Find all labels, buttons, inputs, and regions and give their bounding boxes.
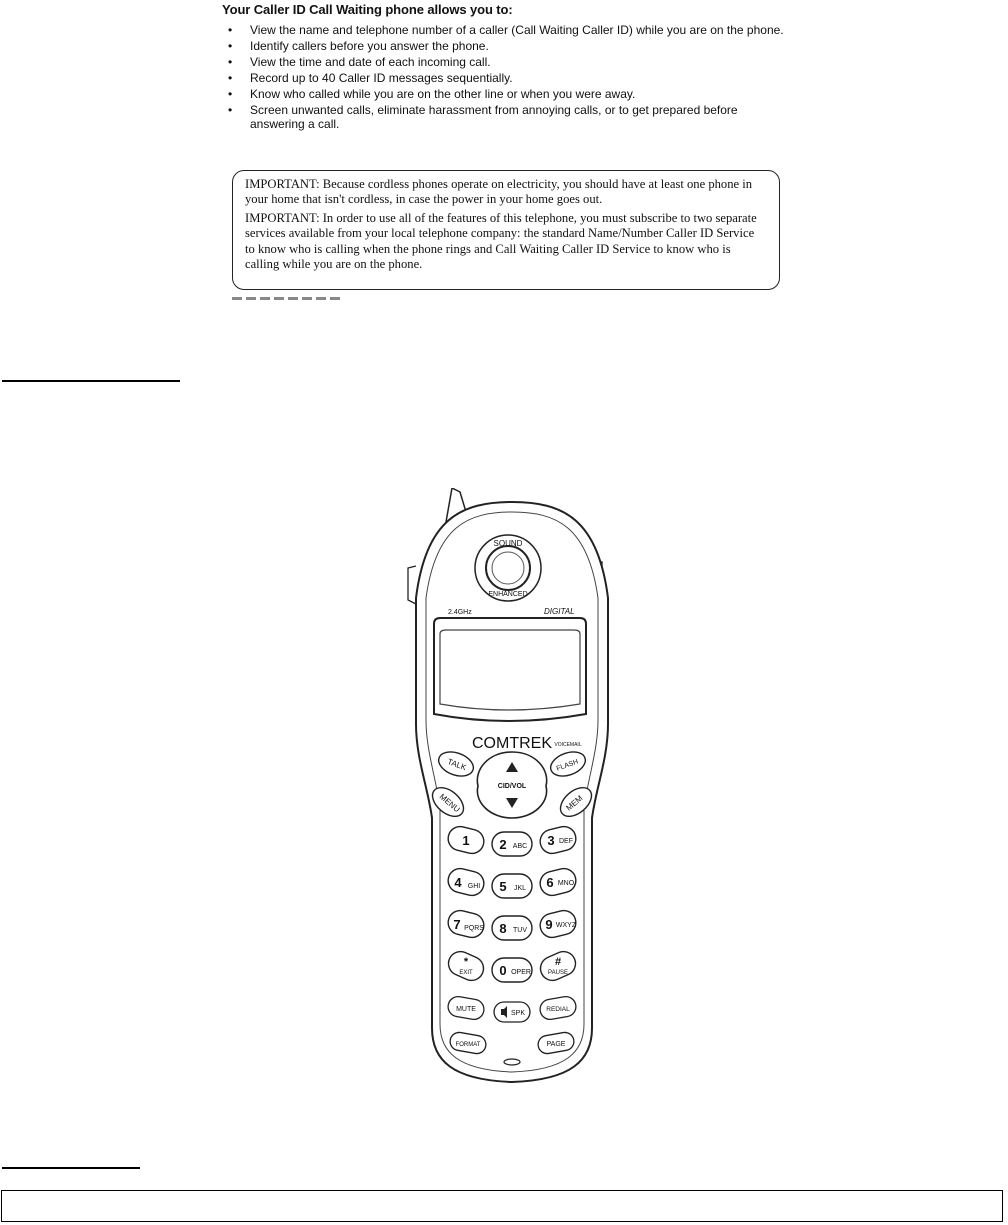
talk-label: TALK	[446, 757, 468, 773]
digital-label: DIGITAL	[544, 607, 575, 616]
section-heading-underline	[2, 1167, 140, 1169]
list-item	[220, 23, 790, 37]
key-8-digit: 8	[499, 921, 507, 936]
spk-label: SPK	[510, 1010, 526, 1017]
keypad-key-5[interactable]	[492, 874, 532, 898]
list-item	[220, 55, 790, 69]
key-star-digit: *	[463, 956, 469, 968]
speaker-label-bottom: ENHANCED	[488, 591, 528, 598]
brand-logo: COMTREK	[472, 735, 552, 752]
key-4-digit: 4	[454, 875, 462, 890]
key-0-letters: OPER	[511, 969, 531, 976]
voicemail-label: VOICEMAIL	[554, 742, 582, 748]
mute-label: MUTE	[456, 1006, 476, 1013]
list-item-text: Know who called while you are on the other line or when you were away.	[250, 87, 636, 101]
key-6-digit: 6	[546, 875, 554, 890]
key-2-letters: ABC	[512, 843, 528, 850]
list-item	[220, 39, 790, 53]
cordless-phone-illustration	[404, 488, 620, 1090]
flash-label: FLASH	[555, 758, 580, 773]
menu-label: MENU	[437, 792, 462, 815]
key-7-letters: PQRS	[464, 925, 484, 932]
keypad-key-2[interactable]	[492, 832, 532, 856]
key-9-letters: WXYZ	[555, 922, 577, 929]
bullet: •	[228, 39, 233, 53]
section-heading-underline	[2, 380, 180, 382]
left-side-grip	[408, 566, 416, 604]
mem-label: MEM	[564, 793, 585, 813]
bullet: •	[228, 71, 233, 85]
important-note-services: IMPORTANT: In order to use all of the features of this telephone, you must subscribe to two separate services available from your local telephone company: the standard Name/Number Caller ID Service to know who is calling when the phone rings and Call Waiting Caller ID Service to know who is calling while you are on the phone.	[245, 210, 757, 272]
frequency-label: 2.4GHz	[448, 609, 472, 616]
lcd-display	[440, 630, 580, 710]
key-0-digit: 0	[499, 963, 507, 978]
key-pound-digit: #	[554, 956, 562, 968]
intro-section	[220, 2, 790, 133]
page-label: PAGE	[546, 1041, 566, 1048]
key-9-digit: 9	[545, 917, 553, 932]
key-6-letters: MNO	[557, 880, 575, 887]
speaker-icon	[486, 546, 530, 590]
speaker-label-top: SOUND	[493, 539, 523, 548]
list-item-text: View the time and date of each incoming call.	[250, 55, 491, 69]
redial-label: REDIAL	[546, 1006, 570, 1013]
cropped-text-remnant	[232, 297, 342, 300]
microphone-icon	[504, 1059, 520, 1065]
answer-box[interactable]	[1, 1190, 1003, 1222]
important-note-power: IMPORTANT: Because cordless phones operate on electricity, you should have at least one phone in your home that isn't cordless, in case the power in your home goes out.	[245, 177, 753, 207]
list-item-text: Identify callers before you answer the phone.	[250, 39, 489, 53]
list-item	[220, 103, 790, 131]
bullet: •	[228, 103, 233, 117]
list-item-text: Record up to 40 Caller ID messages sequentially.	[250, 71, 513, 85]
key-3-digit: 3	[547, 833, 555, 848]
list-item-text: View the name and telephone number of a caller (Call Waiting Caller ID) while you are on the phone.	[250, 23, 784, 37]
key-4-letters: GHI	[467, 883, 481, 890]
bullet: •	[228, 23, 233, 37]
list-item	[220, 71, 790, 85]
key-star-letters: EXIT	[459, 970, 473, 976]
keypad-key-0-oper[interactable]	[492, 958, 532, 982]
key-1-digit: 1	[462, 833, 470, 848]
feature-list	[220, 23, 790, 131]
key-3-letters: DEF	[559, 838, 573, 845]
bullet: •	[228, 87, 233, 101]
keypad-key-8[interactable]	[492, 916, 532, 940]
intro-heading: Your Caller ID Call Waiting phone allows you to:	[222, 2, 513, 17]
key-5-digit: 5	[499, 879, 507, 894]
important-notice-box	[232, 170, 780, 290]
list-item-text: Screen unwanted calls, eliminate harassment from annoying calls, or to get prepared before answering a call.	[250, 103, 738, 131]
key-5-letters: JKL	[513, 885, 527, 892]
cid-vol-label: CID/VOL	[497, 783, 527, 790]
key-2-digit: 2	[499, 837, 507, 852]
bullet: •	[228, 55, 233, 69]
key-7-digit: 7	[453, 917, 461, 932]
key-pound-letters: PAUSE	[548, 970, 568, 976]
list-item	[220, 87, 790, 101]
format-label: FORMAT	[455, 1042, 481, 1048]
key-8-letters: TUV	[513, 927, 527, 934]
